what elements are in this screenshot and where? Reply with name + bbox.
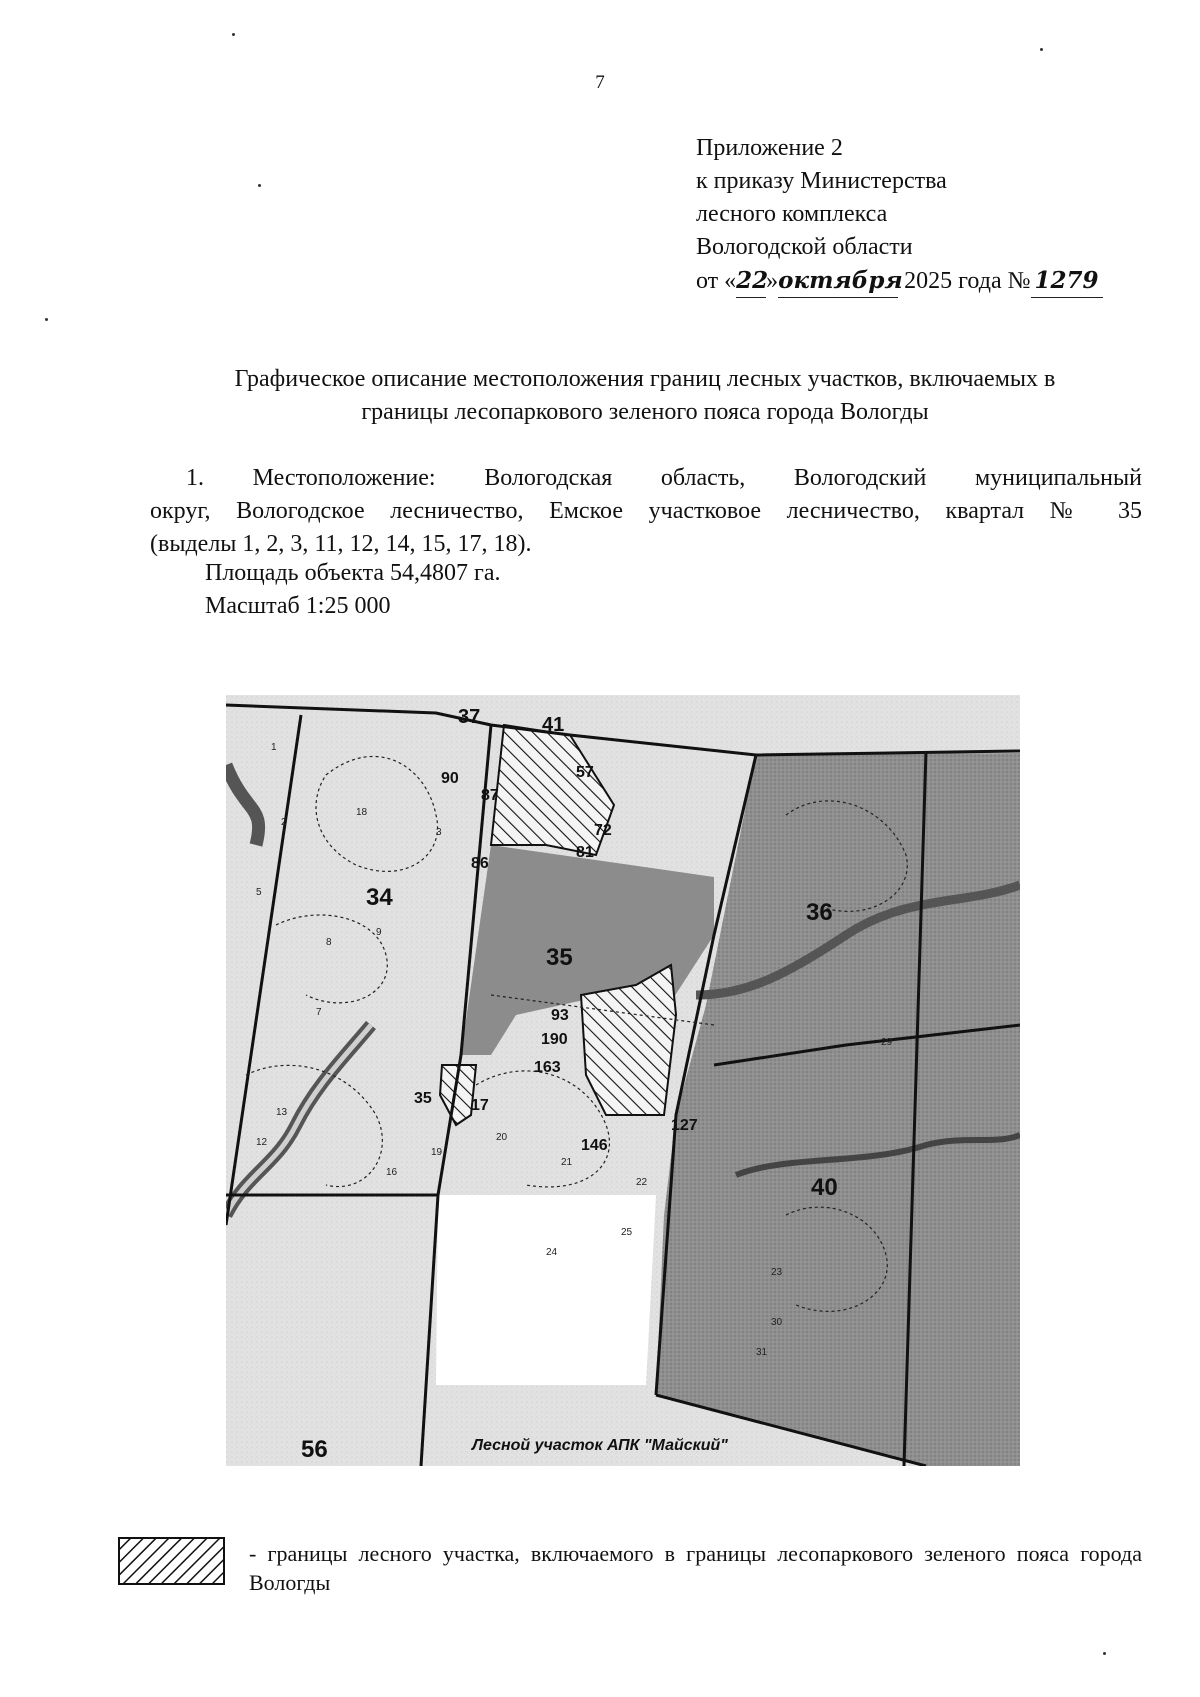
map-white-gap xyxy=(436,1195,656,1385)
map-small-label: 12 xyxy=(256,1137,268,1148)
map-small-label: 5 xyxy=(256,887,262,898)
appendix-line-3: лесного комплекса xyxy=(696,201,888,227)
map-label: 146 xyxy=(581,1137,608,1154)
map-small-label: 1 xyxy=(271,742,277,753)
map-label: 163 xyxy=(534,1059,561,1076)
map-label: 127 xyxy=(671,1117,698,1134)
appendix-line-2: к приказу Министерства xyxy=(696,168,947,194)
map-scale: Масштаб 1:25 000 xyxy=(205,593,391,619)
appendix-block xyxy=(696,132,1103,298)
scan-speck xyxy=(45,318,48,321)
map-label: 87 xyxy=(481,787,499,804)
quarter-label-35: 35 xyxy=(546,944,573,971)
object-area: Площадь объекта 54,4807 га. xyxy=(205,560,501,586)
map-small-label: 25 xyxy=(621,1227,633,1238)
quarter-label-56: 56 xyxy=(301,1436,328,1463)
heading-line-2: границы лесопаркового зеленого пояса города Вологды xyxy=(361,399,929,425)
map-small-label: 2 xyxy=(281,817,287,828)
heading-line-1: Графическое описание местоположения границ лесных участков, включаемых в xyxy=(234,366,1056,392)
location-row-1: 1. Местоположение: Вологодская область, Вологодский муниципальный xyxy=(186,465,1142,491)
page-number: 7 xyxy=(595,72,605,93)
map-small-label: 31 xyxy=(756,1347,768,1358)
map-caption: Лесной участок АПК "Майский" xyxy=(472,1437,728,1454)
quarter-label-41: 41 xyxy=(542,714,565,736)
map-small-label: 20 xyxy=(496,1132,508,1143)
location-row-3: (выделы 1, 2, 3, 11, 12, 14, 15, 17, 18). xyxy=(150,531,532,557)
document-heading xyxy=(150,363,1140,429)
forest-map-svg xyxy=(226,695,1020,1466)
scan-speck xyxy=(1103,1652,1106,1655)
map-small-label: 18 xyxy=(356,807,368,818)
quarter-label-37: 37 xyxy=(458,706,481,728)
map-label: 86 xyxy=(471,855,489,872)
map-label: 81 xyxy=(576,844,594,861)
appendix-date-line xyxy=(696,264,1103,298)
order-number: 1279 xyxy=(1031,264,1103,298)
forest-map xyxy=(226,695,1020,1466)
date-year: 2025 года № xyxy=(904,268,1031,294)
scan-speck xyxy=(1040,48,1043,51)
map-small-label: 8 xyxy=(326,937,332,948)
map-label: 72 xyxy=(594,822,612,839)
quarter-label-40: 40 xyxy=(811,1174,838,1201)
map-small-label: 19 xyxy=(431,1147,443,1158)
appendix-line-4: Вологодской области xyxy=(696,234,913,260)
map-label: 90 xyxy=(441,770,459,787)
map-small-label: 3 xyxy=(436,827,442,838)
map-small-label: 9 xyxy=(376,927,382,938)
map-small-label: 16 xyxy=(386,1167,398,1178)
map-small-label: 22 xyxy=(636,1177,648,1188)
legend-text: - границы лесного участка, включаемого в границы лесопаркового зеленого пояса города Вологды xyxy=(249,1541,1142,1595)
date-month: октября xyxy=(778,264,898,298)
date-day: 22 xyxy=(736,264,766,298)
map-label: 93 xyxy=(551,1007,569,1024)
map-small-label: 29 xyxy=(881,1037,893,1048)
date-prefix: от « xyxy=(696,268,737,294)
appendix-title: Приложение 2 xyxy=(696,135,843,161)
map-small-label: 13 xyxy=(276,1107,288,1118)
map-label: 17 xyxy=(471,1097,489,1114)
location-row-2: округ, Вологодское лесничество, Емское участковое лесничество, квартал № 35 xyxy=(150,498,1142,524)
date-mid: » xyxy=(766,268,779,294)
map-small-label: 30 xyxy=(771,1317,783,1328)
location-paragraph xyxy=(150,462,1142,561)
map-label: 190 xyxy=(541,1031,568,1048)
map-small-label: 24 xyxy=(546,1247,558,1258)
map-small-label: 7 xyxy=(316,1007,322,1018)
scan-speck xyxy=(258,184,261,187)
scan-speck xyxy=(232,33,235,36)
map-small-label: 23 xyxy=(771,1267,783,1278)
map-label: 57 xyxy=(576,764,594,781)
quarter-label-36: 36 xyxy=(806,899,833,926)
quarter-label-34: 34 xyxy=(366,884,393,911)
legend-hatch-swatch xyxy=(118,1537,225,1585)
map-small-label: 21 xyxy=(561,1157,573,1168)
map-label: 35 xyxy=(414,1090,432,1107)
